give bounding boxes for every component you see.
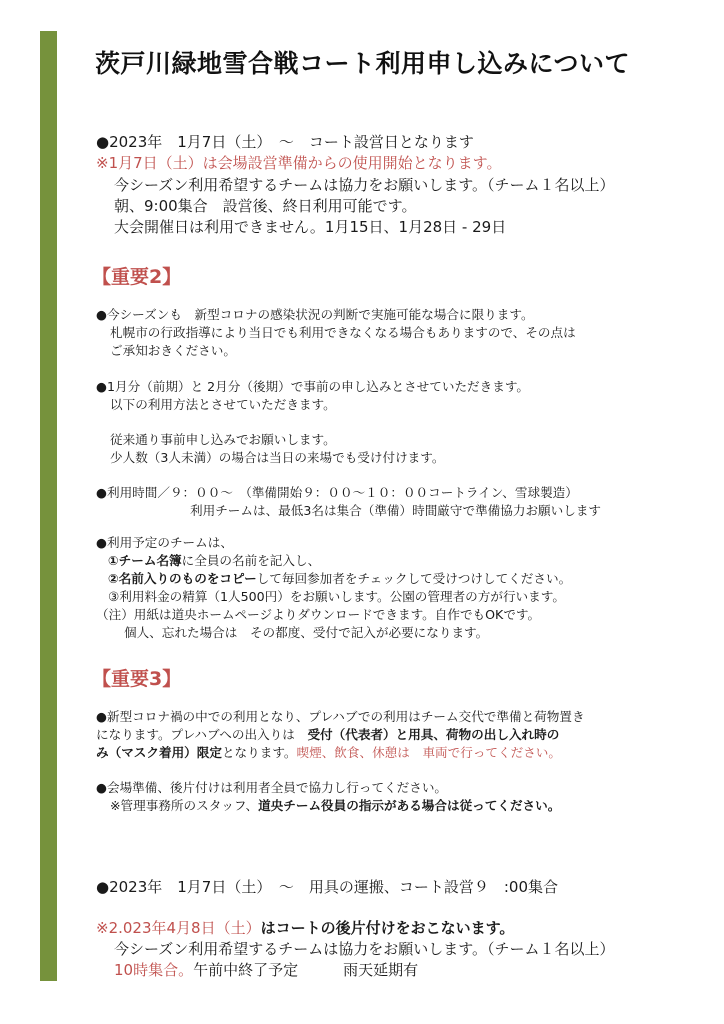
copy-names-label: ②名前入りのものをコピー [108,571,257,586]
prefab-usage-line: ●新型コロナ禍の中での利用となり、プレハブでの利用はチーム交代で準備と荷物置き [96,709,585,724]
important-2-heading: 【重要2】 [92,266,182,288]
team-roster-label: ①チーム名簿 [108,553,182,568]
covid-condition-line: ご承知おきください。 [110,343,236,358]
usage-time-line: ●利用時間／９：００～ （準備開始９：００～１０：００コートライン、雪球製造） [96,485,578,500]
setup-date-line: ●2023年 1月7日（土） ～ コート設営日となります [96,133,474,151]
cleanup-meeting-time [114,959,418,980]
application-period-line: 以下の利用方法とさせていただきます。 [110,397,336,412]
setup-note: ※1月7日（土）は会場設営準備からの使用開始となります。 [96,154,502,172]
cooperation-line: ●会場準備、後片付けは利用者全員で協力し行ってください。 [96,780,448,795]
team-instruction-2-text: して毎回参加者をチェックして受けつけしてください。 [256,571,572,586]
prefab-usage-line [96,742,561,761]
team-instructions-intro: ●利用予定のチームは、 [96,535,233,550]
covid-condition-line: ●今シーズンも 新型コロナの感染状況の判断で実施可能な場合に限ります。 [96,307,534,322]
cleanup-date: ※2.023年4月8日（土） [96,919,261,937]
cleanup-date-line [96,917,514,938]
cooperation-request: 今シーズン利用希望するチームは協力をお願いします。（チーム１名以上） [114,176,615,194]
page-title: 茨戸川緑地雪合戦コート利用申し込みについて [95,49,631,78]
equipment-transport-line: ●2023年 1月7日（土） ～ 用具の運搬、コート設営９ :00集合 [96,878,558,896]
team-instruction-2 [108,568,571,587]
important-3-heading: 【重要3】 [92,668,182,690]
cleanup-cooperation-request: 今シーズン利用希望するチームは協力をお願いします。（チーム１名以上） [114,940,615,958]
tournament-dates: 大会開催日は利用できません。1月15日、1月28日 - 29日 [114,218,507,236]
cleanup-text: はコートの後片付けをおこないます。 [260,919,515,937]
mask-required-rule: み（マスク着用）限定 [96,745,222,760]
application-period-line: ●1月分（前期）と 2月分（後期）で事前の申し込みとさせていただきます。 [96,379,530,394]
prefab-usage-line [96,724,559,743]
prefab-access-rule: 受付（代表者）と用具、荷物の出し入れ時の [307,727,560,742]
forgotten-form-note: 個人、忘れた場合は その都度、受付で記入が必要になります。 [124,625,489,640]
prefab-usage-text: となります。 [221,745,297,760]
cleanup-meeting-hour: 10時集合。 [114,961,194,979]
staff-instruction-line [110,795,560,814]
staff-instruction-bold: 道央チーム役員の指示がある場合は従ってください。 [258,798,561,813]
covid-condition-line: 札幌市の行政指導により当日でも利用できなくなる場合もありますので、その点は [110,325,576,340]
application-method-line: 少人数（3人未満）の場合は当日の来場でも受け付けます。 [110,450,445,465]
accent-side-bar [40,31,57,981]
cleanup-schedule-text: 午前中終了予定 雨天延期有 [193,961,419,979]
team-instruction-1-text: に全員の名前を記入し、 [181,553,321,568]
staff-instruction-text: ※管理事務所のスタッフ、 [110,798,259,813]
team-instruction-1 [108,550,320,569]
team-instruction-3: ③利用料金の精算（1人500円）をお願いします。公園の管理者の方が行います。 [108,589,565,604]
prefab-usage-text: になります。プレハブへの出入りは [96,727,308,742]
application-method-line: 従来通り事前申し込みでお願いします。 [110,432,336,447]
usage-time-line: 利用チームは、最低3名は集合（準備）時間厳守で準備協力お願いします [190,503,602,518]
form-download-note: （注）用紙は道央ホームページよりダウンロードできます。自作でもOKです。 [96,607,541,622]
smoking-eating-notice: 喫煙、飲食、休憩は 車両で行ってください。 [296,745,561,760]
meeting-time: 朝、9:00集合 設営後、終日利用可能です。 [114,197,417,215]
